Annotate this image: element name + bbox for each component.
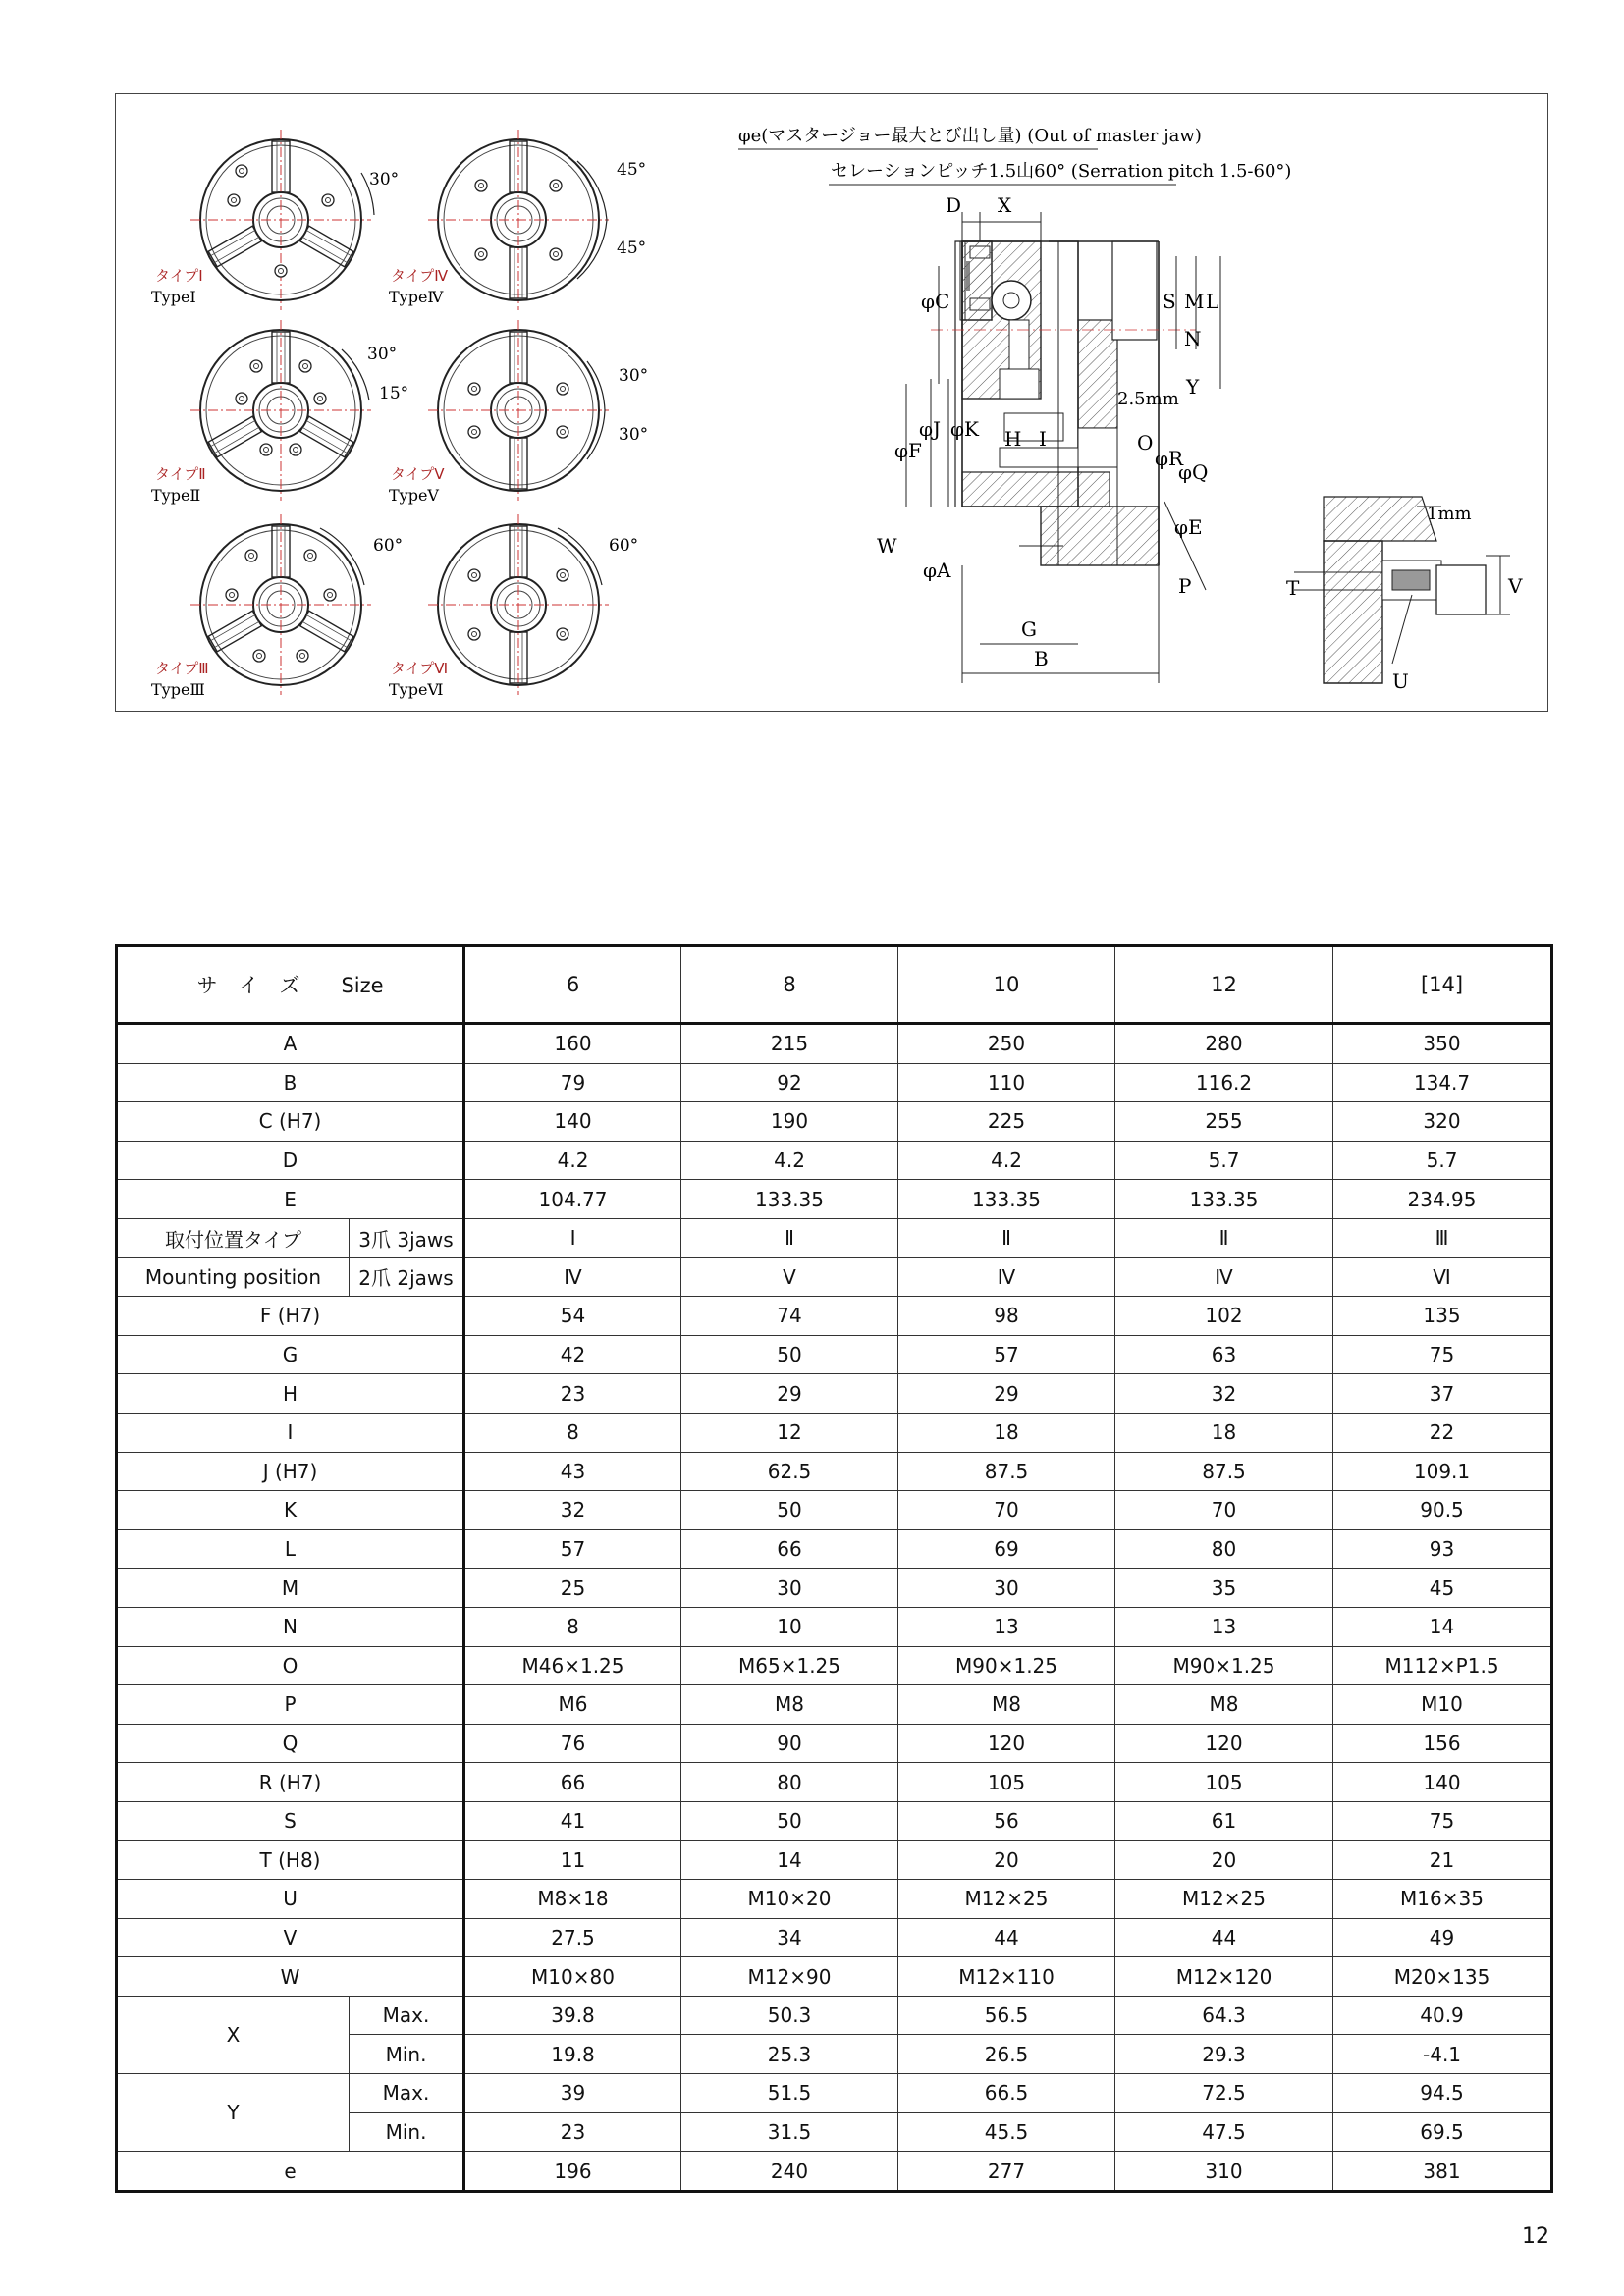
dim-K: φK	[950, 417, 979, 441]
table-cell: 234.95	[1333, 1180, 1552, 1219]
table-cell: 90	[681, 1724, 898, 1763]
table-cell: 140	[1333, 1763, 1552, 1802]
row-label: G	[117, 1335, 464, 1374]
table-cell: 64.3	[1115, 1996, 1333, 2035]
table-cell: 280	[1115, 1024, 1333, 1064]
table-cell: -4.1	[1333, 2035, 1552, 2074]
table-cell: 44	[1115, 1918, 1333, 1957]
table-cell: 250	[898, 1024, 1115, 1064]
table-cell: 12	[681, 1413, 898, 1452]
table-cell: 8	[464, 1607, 681, 1646]
min-label: Min.	[350, 2112, 464, 2152]
note-e: φe(マスタージョー最大とび出し量) (Out of master jaw)	[738, 126, 1202, 146]
table-cell: 4.2	[464, 1141, 681, 1180]
max-label: Max.	[350, 2074, 464, 2113]
table-cell: 50	[681, 1335, 898, 1374]
table-row	[117, 1646, 1552, 1685]
table-cell: 94.5	[1333, 2074, 1552, 2113]
row-label: K	[117, 1491, 464, 1530]
table-cell: 18	[1115, 1413, 1333, 1452]
table-cell: 69.5	[1333, 2112, 1552, 2152]
table-cell: 23	[464, 2112, 681, 2152]
table-cell: 76	[464, 1724, 681, 1763]
dim-G: G	[1021, 617, 1037, 641]
table-cell: 50.3	[681, 1996, 898, 2035]
table-cell: M12×90	[681, 1957, 898, 1997]
table-cell: 30	[681, 1569, 898, 1608]
size-10: 10	[898, 946, 1115, 1024]
table-cell: 135	[1333, 1297, 1552, 1336]
angle-label: 30°	[367, 345, 398, 364]
mounting-sub-3jaws: 3爪 3jaws	[350, 1218, 464, 1257]
type-label-jp: タイプⅢ	[155, 660, 209, 677]
type-label-en: TypeⅣ	[389, 288, 444, 306]
table-cell: 75	[1333, 1335, 1552, 1374]
table-cell: 37	[1333, 1374, 1552, 1414]
table-cell: 5.7	[1333, 1141, 1552, 1180]
row-label: H	[117, 1374, 464, 1414]
table-cell: 45	[1333, 1569, 1552, 1608]
table-cell: 13	[1115, 1607, 1333, 1646]
mounting-label-en: Mounting position	[117, 1257, 350, 1297]
note-serration: セレーションピッチ1.5山60° (Serration pitch 1.5-60°)	[831, 161, 1292, 182]
table-cell: M12×120	[1115, 1957, 1333, 1997]
table-cell: M12×110	[898, 1957, 1115, 1997]
table-cell: M10×20	[681, 1880, 898, 1919]
table-cell: 49	[1333, 1918, 1552, 1957]
table-cell: 13	[898, 1607, 1115, 1646]
table-cell: Ⅲ	[1333, 1218, 1552, 1257]
type-label-en: TypeⅢ	[151, 680, 205, 699]
angle-label: 30°	[619, 425, 649, 445]
table-row	[117, 2074, 1552, 2113]
min-label: Min.	[350, 2035, 464, 2074]
spec-table	[115, 944, 1553, 2193]
table-cell: 74	[681, 1297, 898, 1336]
table-cell: 23	[464, 1374, 681, 1414]
row-label: V	[117, 1918, 464, 1957]
row-label: T (H8)	[117, 1841, 464, 1880]
dim-O: O	[1137, 431, 1154, 454]
dim-Q: φQ	[1178, 460, 1209, 484]
type-label-jp: タイプⅡ	[155, 465, 206, 483]
row-label: e	[117, 2152, 464, 2192]
table-cell: 56.5	[898, 1996, 1115, 2035]
table-cell: 4.2	[681, 1141, 898, 1180]
type-label-en: TypeⅤ	[389, 486, 439, 505]
table-cell: 310	[1115, 2152, 1333, 2192]
detail-view	[1294, 497, 1510, 683]
angle-label: 30°	[619, 366, 649, 386]
table-cell: Ⅱ	[681, 1218, 898, 1257]
table-cell: 19.8	[464, 2035, 681, 2074]
table-cell: 25	[464, 1569, 681, 1608]
table-cell: 255	[1115, 1102, 1333, 1142]
dim-W: W	[877, 534, 897, 558]
dim-B: B	[1034, 647, 1049, 670]
table-cell: 104.77	[464, 1180, 681, 1219]
header-row	[117, 946, 1552, 1024]
row-label: P	[117, 1685, 464, 1725]
angle-label: 30°	[369, 170, 400, 189]
table-row	[117, 1841, 1552, 1880]
table-cell: M46×1.25	[464, 1646, 681, 1685]
chuck-type-6	[428, 514, 609, 695]
row-label: C (H7)	[117, 1102, 464, 1142]
table-cell: 215	[681, 1024, 898, 1064]
table-cell: M90×1.25	[1115, 1646, 1333, 1685]
row-label: L	[117, 1529, 464, 1569]
dim-J: φJ	[919, 417, 942, 441]
table-cell: 350	[1333, 1024, 1552, 1064]
table-cell: 25.3	[681, 2035, 898, 2074]
size-12: 12	[1115, 946, 1333, 1024]
table-cell: M90×1.25	[898, 1646, 1115, 1685]
angle-label: 60°	[373, 536, 404, 556]
table-cell: 120	[898, 1724, 1115, 1763]
angle-label: 45°	[617, 239, 647, 258]
angle-label: 15°	[379, 384, 409, 403]
table-cell: M12×25	[1115, 1880, 1333, 1919]
table-cell: 10	[681, 1607, 898, 1646]
table-row	[117, 1491, 1552, 1530]
table-cell: 14	[681, 1841, 898, 1880]
dim-E: φE	[1174, 515, 1203, 539]
table-cell: 50	[681, 1491, 898, 1530]
type-label-jp: タイプⅠ	[155, 267, 203, 285]
table-cell: 8	[464, 1413, 681, 1452]
table-cell: 31.5	[681, 2112, 898, 2152]
dim-A: φA	[923, 559, 951, 582]
table-cell: 66	[681, 1529, 898, 1569]
table-row	[117, 1297, 1552, 1336]
size-14: [14]	[1333, 946, 1552, 1024]
table-cell: 57	[898, 1335, 1115, 1374]
table-row	[117, 1063, 1552, 1102]
table-cell: 93	[1333, 1529, 1552, 1569]
table-cell: Ⅴ	[681, 1257, 898, 1297]
table-cell: M16×35	[1333, 1880, 1552, 1919]
table-row	[117, 1569, 1552, 1608]
table-cell: Ⅵ	[1333, 1257, 1552, 1297]
table-cell: M6	[464, 1685, 681, 1725]
table-cell: 69	[898, 1529, 1115, 1569]
table-cell: 110	[898, 1063, 1115, 1102]
table-cell: 51.5	[681, 2074, 898, 2113]
table-cell: 32	[1115, 1374, 1333, 1414]
mounting-label-jp: 取付位置タイプ	[117, 1218, 350, 1257]
dim-C: φC	[921, 290, 950, 313]
table-row	[117, 1180, 1552, 1219]
dim-S: S	[1163, 290, 1176, 313]
table-cell: 34	[681, 1918, 898, 1957]
dim-Y: Y	[1186, 375, 1200, 399]
table-cell: 70	[898, 1491, 1115, 1530]
table-cell: 66.5	[898, 2074, 1115, 2113]
row-label: I	[117, 1413, 464, 1452]
row-label: Q	[117, 1724, 464, 1763]
table-row	[117, 2152, 1552, 2192]
type-label-jp: タイプⅥ	[391, 660, 449, 677]
table-row	[117, 1957, 1552, 1997]
table-cell: 22	[1333, 1413, 1552, 1452]
size-label: サ イ ズ Size	[117, 946, 464, 1024]
table-row	[117, 1102, 1552, 1142]
row-label: X	[117, 1996, 350, 2073]
technical-drawing	[115, 93, 1548, 712]
dim-X: X	[998, 193, 1012, 217]
table-cell: 61	[1115, 1801, 1333, 1841]
table-cell: 98	[898, 1297, 1115, 1336]
table-cell: M10	[1333, 1685, 1552, 1725]
table-cell: Ⅱ	[1115, 1218, 1333, 1257]
row-label: D	[117, 1141, 464, 1180]
table-cell: 27.5	[464, 1918, 681, 1957]
table-cell: 29	[898, 1374, 1115, 1414]
row-label: A	[117, 1024, 464, 1064]
table-cell: 39.8	[464, 1996, 681, 2035]
dim-R: φR	[1155, 447, 1184, 470]
row-label: W	[117, 1957, 464, 1997]
table-cell: Ⅳ	[464, 1257, 681, 1297]
table-row	[117, 1529, 1552, 1569]
table-row	[117, 1218, 1552, 1257]
table-cell: M20×135	[1333, 1957, 1552, 1997]
table-row	[117, 1724, 1552, 1763]
table-cell: 79	[464, 1063, 681, 1102]
mounting-sub-2jaws: 2爪 2jaws	[350, 1257, 464, 1297]
table-cell: 140	[464, 1102, 681, 1142]
table-cell: 35	[1115, 1569, 1333, 1608]
table-cell: 41	[464, 1801, 681, 1841]
table-cell: 80	[1115, 1529, 1333, 1569]
row-label: M	[117, 1569, 464, 1608]
dim-T: T	[1286, 576, 1300, 600]
table-cell: 45.5	[898, 2112, 1115, 2152]
size-6: 6	[464, 946, 681, 1024]
table-cell: 50	[681, 1801, 898, 1841]
table-row	[117, 1918, 1552, 1957]
dim-V: V	[1508, 574, 1523, 598]
row-label: U	[117, 1880, 464, 1919]
dim-D: D	[946, 193, 962, 217]
chuck-type-1	[190, 130, 374, 310]
table-cell: 72.5	[1115, 2074, 1333, 2113]
max-label: Max.	[350, 1996, 464, 2035]
table-cell: 44	[898, 1918, 1115, 1957]
chuck-type-4	[428, 130, 609, 310]
table-cell: 102	[1115, 1297, 1333, 1336]
dim-U: U	[1392, 669, 1409, 693]
table-row	[117, 1880, 1552, 1919]
table-row	[117, 1607, 1552, 1646]
table-cell: 54	[464, 1297, 681, 1336]
table-row	[117, 1413, 1552, 1452]
row-label: R (H7)	[117, 1763, 464, 1802]
row-label: O	[117, 1646, 464, 1685]
table-cell: 14	[1333, 1607, 1552, 1646]
table-row	[117, 1763, 1552, 1802]
table-cell: 190	[681, 1102, 898, 1142]
table-cell: 20	[1115, 1841, 1333, 1880]
table-cell: 47.5	[1115, 2112, 1333, 2152]
table-cell: 29	[681, 1374, 898, 1414]
row-label: S	[117, 1801, 464, 1841]
table-cell: 75	[1333, 1801, 1552, 1841]
type-label-en: TypeⅡ	[151, 486, 201, 505]
table-row	[117, 1996, 1552, 2035]
table-row	[117, 1801, 1552, 1841]
table-row	[117, 1024, 1552, 1064]
row-label: F (H7)	[117, 1297, 464, 1336]
table-cell: M8	[1115, 1685, 1333, 1725]
table-cell: 11	[464, 1841, 681, 1880]
table-row	[117, 1335, 1552, 1374]
table-cell: 21	[1333, 1841, 1552, 1880]
angle-label: 45°	[617, 160, 647, 180]
type-label-jp: タイプⅣ	[391, 267, 449, 285]
chuck-type-5	[428, 320, 609, 501]
table-cell: 87.5	[1115, 1452, 1333, 1491]
table-row	[117, 1141, 1552, 1180]
angle-label: 60°	[609, 536, 639, 556]
table-cell: Ⅱ	[898, 1218, 1115, 1257]
table-cell: 240	[681, 2152, 898, 2192]
table-cell: 5.7	[1115, 1141, 1333, 1180]
table-cell: Ⅰ	[464, 1218, 681, 1257]
row-label: Y	[117, 2074, 350, 2152]
dim-N: N	[1184, 327, 1202, 350]
page-number: 12	[1522, 2224, 1549, 2249]
table-cell: 225	[898, 1102, 1115, 1142]
table-row	[117, 1374, 1552, 1414]
table-row	[117, 1685, 1552, 1725]
table-cell: 26.5	[898, 2035, 1115, 2074]
table-cell: 40.9	[1333, 1996, 1552, 2035]
table-cell: M10×80	[464, 1957, 681, 1997]
table-cell: 42	[464, 1335, 681, 1374]
drawing-svg	[116, 94, 1549, 713]
row-label: J (H7)	[117, 1452, 464, 1491]
table-cell: 39	[464, 2074, 681, 2113]
table-cell: M8	[681, 1685, 898, 1725]
table-cell: 66	[464, 1763, 681, 1802]
table-cell: 80	[681, 1763, 898, 1802]
table-cell: 105	[1115, 1763, 1333, 1802]
table-cell: 56	[898, 1801, 1115, 1841]
table-cell: 87.5	[898, 1452, 1115, 1491]
table-cell: M8	[898, 1685, 1115, 1725]
chuck-type-2	[190, 320, 371, 501]
dim-I: I	[1039, 427, 1047, 451]
table-cell: 30	[898, 1569, 1115, 1608]
dim-P: P	[1178, 574, 1192, 598]
table-cell: Ⅳ	[1115, 1257, 1333, 1297]
table-cell: 381	[1333, 2152, 1552, 2192]
row-label: B	[117, 1063, 464, 1102]
table-row	[117, 1257, 1552, 1297]
table-cell: 277	[898, 2152, 1115, 2192]
table-cell: M8×18	[464, 1880, 681, 1919]
dim-1mm: 1mm	[1427, 504, 1472, 524]
table-cell: 63	[1115, 1335, 1333, 1374]
table-cell: 92	[681, 1063, 898, 1102]
table-cell: 18	[898, 1413, 1115, 1452]
dim-2-5mm: 2.5mm	[1117, 389, 1179, 409]
table-cell: 57	[464, 1529, 681, 1569]
table-row	[117, 1452, 1552, 1491]
table-cell: 32	[464, 1491, 681, 1530]
table-cell: 320	[1333, 1102, 1552, 1142]
table-cell: 120	[1115, 1724, 1333, 1763]
table-cell: 4.2	[898, 1141, 1115, 1180]
table-cell: Ⅳ	[898, 1257, 1115, 1297]
table-cell: 134.7	[1333, 1063, 1552, 1102]
table-cell: 133.35	[681, 1180, 898, 1219]
table-cell: M12×25	[898, 1880, 1115, 1919]
table-cell: 70	[1115, 1491, 1333, 1530]
chuck-type-3	[190, 514, 371, 695]
table-cell: 62.5	[681, 1452, 898, 1491]
type-label-jp: タイプⅤ	[391, 465, 445, 483]
size-8: 8	[681, 946, 898, 1024]
dim-H: H	[1004, 427, 1022, 451]
table-cell: 116.2	[1115, 1063, 1333, 1102]
type-label-en: TypeⅥ	[389, 680, 444, 699]
table-cell: 29.3	[1115, 2035, 1333, 2074]
table-cell: 109.1	[1333, 1452, 1552, 1491]
table-cell: M65×1.25	[681, 1646, 898, 1685]
table-cell: 105	[898, 1763, 1115, 1802]
table-cell: 20	[898, 1841, 1115, 1880]
table-cell: 133.35	[1115, 1180, 1333, 1219]
dim-F: φF	[894, 439, 922, 462]
table-cell: 160	[464, 1024, 681, 1064]
table-cell: 43	[464, 1452, 681, 1491]
table-cell: 156	[1333, 1724, 1552, 1763]
type-label-en: TypeⅠ	[151, 288, 196, 306]
dim-L: L	[1206, 290, 1219, 313]
table-cell: 133.35	[898, 1180, 1115, 1219]
table-cell: M112×P1.5	[1333, 1646, 1552, 1685]
dim-M: M	[1184, 290, 1205, 313]
row-label: E	[117, 1180, 464, 1219]
table-cell: 196	[464, 2152, 681, 2192]
row-label: N	[117, 1607, 464, 1646]
table-cell: 90.5	[1333, 1491, 1552, 1530]
